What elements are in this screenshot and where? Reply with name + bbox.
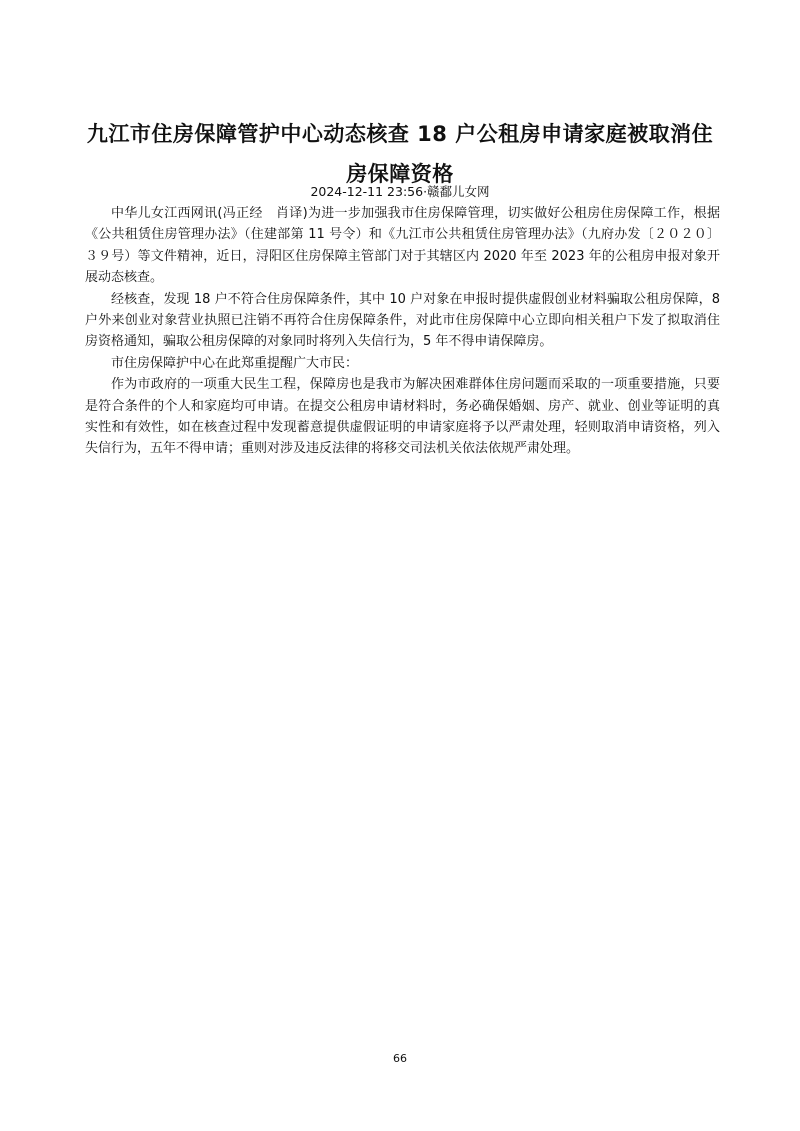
article-title-line-2: 房保障资格 [346, 162, 454, 187]
paragraph-reminder: 市住房保障护中心在此郑重提醒广大市民： [111, 355, 359, 371]
paragraph-intro: 中华儿女江西网讯(冯正经 肖译)为进一步加强我市住房保障管理，切实做好公租房住房保障工作，根据《公共租赁住房管理办法》（住建部第 11 号令）和《九江市公共租赁住房管理办法》（九府办发〔２０２０〕３９号）等文件精神，近日，浔阳区住房保障主管部门对于其辖区内 2020 年至 2023 年的公租房申报对象开展动态核查。 [85, 206, 720, 286]
article-body [85, 203, 720, 460]
article-title-line-1: 九江市住房保障管护中心动态核查 18 户公租房申请家庭被取消住 [86, 122, 714, 147]
paragraph-findings: 经核查，发现 18 户不符合住房保障条件，其中 10 户对象在申报时提供虚假创业材料骗取公租房保障，8 户外来创业对象营业执照已注销不再符合住房保障条件，对此市住房保障中心立即向相关租户下发了拟取消住房资格通知，骗取公租房保障的对象同时将列入失信行为，5 年不得申请保障房。 [85, 291, 720, 350]
page-number: 66 [393, 1052, 407, 1065]
paragraph-policy: 作为市政府的一项重大民生工程，保障房也是我市为解决困难群体住房问题而采取的一项重要措施，只要是符合条件的个人和家庭均可申请。在提交公租房申请材料时，务必确保婚姻、房产、就业、创业等证明的真实性和有效性，如在核查过程中发现蓄意提供虚假证明的申请家庭将予以严肃处理，轻则取消申请资格，列入失信行为，五年不得申请；重则对涉及违反法律的将移交司法机关依法依规严肃处理。 [85, 377, 720, 457]
article-meta: 2024-12-11 23:56·赣鄱儿女网 [310, 184, 490, 199]
